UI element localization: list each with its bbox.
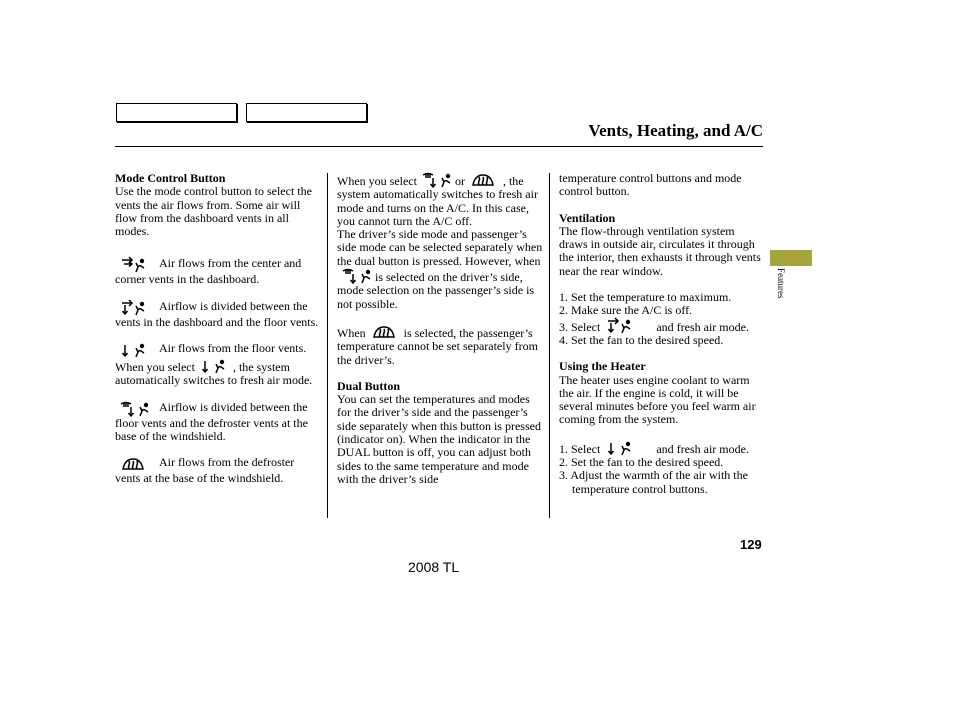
defrost-icon — [121, 456, 147, 472]
mode-note-dual: The driver’s side mode and passenger’s side mode can be selected separately when the dual button is pressed. However, whenis selected on the driver’s side, mode selection on the passenger’s side is not possible. — [337, 227, 543, 311]
ventilation-step-3: 3. Select and fresh air mode. — [559, 319, 749, 334]
section-tab-label: Features — [776, 268, 786, 299]
page-title: Vents, Heating, and A/C — [588, 121, 763, 140]
ventilation-text: The flow-through ventilation system draws in outside air, circulates it through the interior, then exhausts it through vents near the rear window. — [559, 223, 761, 278]
mode-control-intro: Use the mode control button to select the vents the air flows from. Some air will flow from the dashboard vents in all modes. — [115, 184, 312, 239]
mode-item-bilevel: Airflow is divided between the vents in the dashboard and the floor vents. — [115, 298, 319, 329]
footer-model: 2008 TL — [408, 559, 460, 575]
ventilation-step-2: 2. Make sure the A/C is off. — [559, 303, 693, 318]
column-mode-notes — [337, 172, 543, 486]
heater-text: The heater uses engine coolant to warm the air. If the engine is cold, it will be several minutes before you feel warm air coming from the system. — [559, 372, 756, 427]
mode-note-ac: When you select or , the system automatically switches to fresh air mode and turns on the A/C. In this case, you cannot turn the A/C off. — [337, 174, 538, 228]
floor-defrost-vent-icon — [121, 401, 147, 417]
ventilation-heading: Ventilation — [559, 210, 616, 225]
column-mode-control — [115, 172, 319, 486]
floor-defrost-vent-icon — [343, 268, 369, 284]
dual-button-text-cont: temperature control buttons and mode control button. — [559, 171, 742, 199]
bilevel-vent-icon — [121, 300, 147, 316]
heater-step-2: 2. Set the fan to the desired speed. — [559, 455, 724, 470]
ventilation-step-4: 4. Set the fan to the desired speed. — [559, 332, 724, 347]
nav-button-previous[interactable] — [116, 103, 237, 122]
floor-vent-icon — [201, 358, 227, 374]
ventilation-step-1: 1. Set the temperature to maximum. — [559, 290, 732, 305]
column-divider — [549, 173, 550, 518]
defrost-icon — [372, 324, 398, 340]
dual-button-heading: Dual Button — [337, 378, 401, 393]
defrost-icon — [471, 172, 497, 188]
dash-vent-icon — [121, 257, 147, 273]
floor-vent-icon — [620, 440, 646, 456]
title-rule — [115, 146, 763, 147]
mode-item-floor: Air flows from the floor vents. When you select , the system automatically switches to fresh air mode. — [115, 341, 313, 388]
bilevel-vent-icon — [620, 318, 646, 334]
column-divider — [327, 173, 328, 518]
mode-note-defrost: When is selected, the passenger’s temperature cannot be set separately from the driver’s. — [337, 325, 538, 367]
dual-button-text: You can set the temperatures and modes for the driver’s side and the passenger’s side separately when this button is pressed (indicator on). When the indicator in the DUAL button is off, you can adjust both sides to the same temperature and mode with the driver’s side — [337, 392, 541, 486]
page-number: 129 — [740, 537, 762, 552]
nav-button-next[interactable] — [246, 103, 367, 122]
heater-step-1: 1. Select and fresh air mode. — [559, 441, 749, 456]
mode-item-dashboard: Air flows from the center and corner vents in the dashboard. — [115, 256, 302, 287]
heater-step-3: 3. Adjust the warmth of the air with the temperature control buttons. — [559, 468, 748, 496]
mode-control-heading: Mode Control Button — [115, 171, 226, 185]
heater-heading: Using the Heater — [559, 359, 646, 374]
mode-item-defrost: Air flows from the defroster vents at the base of the windshield. — [115, 455, 295, 486]
floor-defrost-vent-icon — [423, 172, 449, 188]
mode-item-floor-defrost: Airflow is divided between the floor vents and the defroster vents at the base of the windshield. — [115, 399, 308, 443]
floor-vent-icon — [121, 342, 147, 358]
column-ventilation-heater — [559, 172, 764, 496]
section-tab[interactable] — [770, 250, 812, 266]
